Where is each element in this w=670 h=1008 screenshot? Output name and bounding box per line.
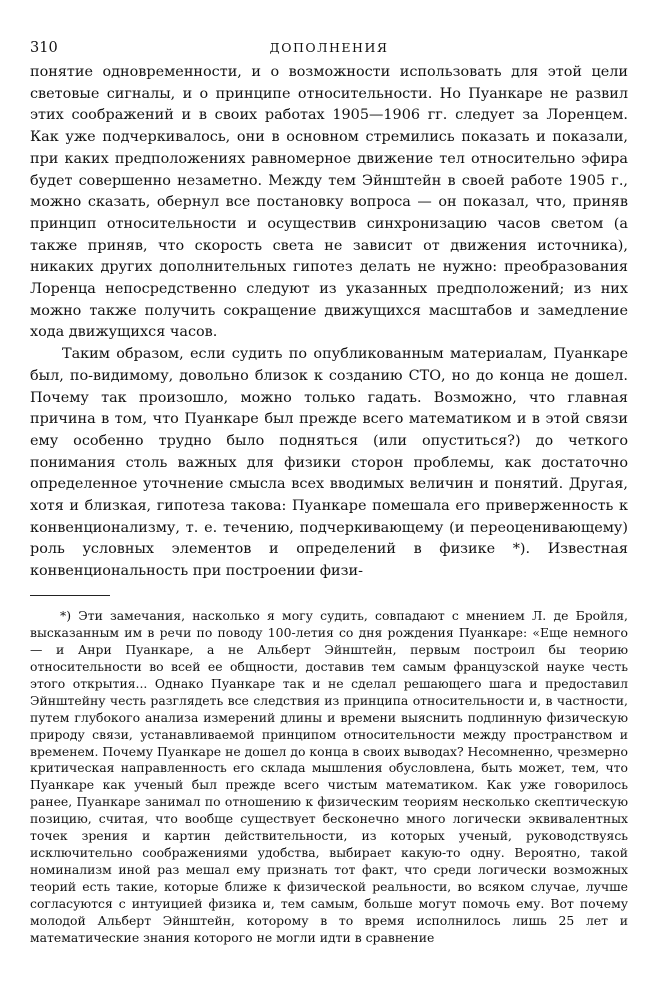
page-number: 310	[30, 40, 58, 56]
paragraph-continued: понятие одновременности, и о возможности использовать для этой цели световые сигналы, и о принципе относительности. Но Пуанкаре не развил этих соображений и в своих работах 1905—1906 гг. следует за Лоренцем. Как уже подчеркивалось, они в основном стремились показать и показали, при каких предположениях равномерное движение тел относительно эфира будет совершенно незаметно. Между тем Эйнштейн в своей работе 1905 г., можно сказать, обернул все постановку вопроса — он показал, что, приняв принцип относительности и осуществив синхронизацию часов светом (а также приняв, что скорость света не зависит от движения источника), никаких других дополнительных гипотез делать не нужно: преобразования Лоренца непосредственно следуют из указанных предположений; из них можно также получить сокращение движущихся масштабов и замедление хода движущихся часов.	[30, 64, 628, 341]
book-page	[30, 38, 628, 947]
running-head: ДОПОЛНЕНИЯ	[269, 40, 389, 55]
footnote-divider	[30, 595, 110, 596]
footnote	[30, 608, 628, 947]
footnote-text: *) Эти замечания, насколько я могу судить, совпадают с мнением Л. де Бройля, высказанным им в речи по поводу 100-летия со дня рождения Пуанкаре: «Еще немного — и Анри Пуанкаре, а не Альберт Эйнштейн, первым построил бы теорию относительности во всей ее общности, доставив тем самым французской науке честь этого открытия... Однако Пуанкаре так и не сделал решающего шага и предоставил Эйнштейну честь разглядеть все следствия из принципа относительности и, в частности, путем глубокого анализа измерений длины и времени выяснить подлинную физическую природу связи, устанавливаемой принципом относительности между пространством и временем. Почему Пуанкаре не дошел до конца в своих выводах? Несомненно, чрезмерно критическая направленность его склада мышления обусловлена, быть может, тем, что Пуанкаре как ученый был прежде всего чистым математиком. Как уже говорилось ранее, Пуанкаре занимал по отношению к физическим теориям несколько скептическую позицию, считая, что вообще существует бесконечно много логически эквивалентных точек зрения и картин действительности, из которых ученый, руководствуясь исключительно соображениями удобства, выбирает какую-то одну. Вероятно, такой номинализм иной раз мешал ему признать тот факт, что среди логически возможных теорий есть такие, которые ближе к физической реальности, во всяком случае, лучше согласуются с интуицией физика и, тем самым, больше могут помочь ему. Вот почему молодой Альберт Эйнштейн, которому в то время исполнилось лишь 25 лет и математические знания которого не могли идти в сравнение	[30, 607, 628, 945]
paragraph-second: Таким образом, если судить по опубликованным материалам, Пуанкаре был, по-видимому, довольно близок к созданию СТО, но до конца не дошел. Почему так произошло, можно только гадать. Возможно, что главная причина в том, что Пуанкаре был прежде всего математиком и в этой связи ему особенно трудно было подняться (или опуститься?) до четкого понимания столь важных для физики сторон проблемы, как достаточно определенное уточнение смысла всех вводимых величин и понятий. Другая, хотя и близкая, гипотеза такова: Пуанкаре помешала его приверженность к конвенционализму, т. е. течению, подчеркивающему (и переоценивающему) роль условных элементов и определений в физике *). Известная конвенциональность при построении физи-	[30, 346, 628, 580]
main-text	[30, 62, 628, 583]
page-header	[30, 38, 628, 62]
